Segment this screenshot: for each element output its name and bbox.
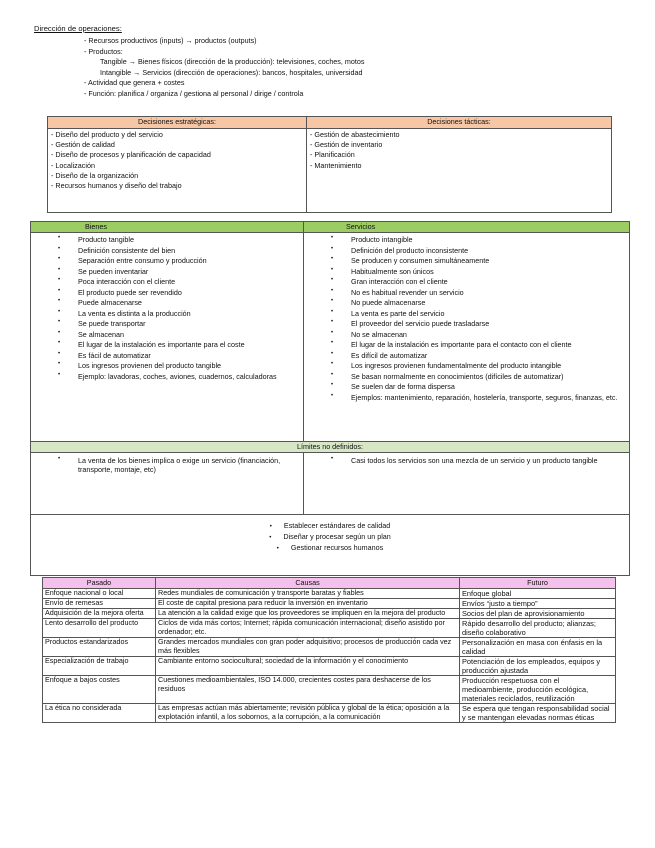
intro-line: - Productos: <box>84 46 123 56</box>
footer-item: • Diseñar y procesar según un plan <box>34 532 626 543</box>
footer-item: • Establecer estándares de calidad <box>34 521 626 532</box>
evolucion-body <box>43 589 616 723</box>
table-row <box>43 638 616 657</box>
tactica-item: - Mantenimiento <box>310 160 362 170</box>
evolucion-table <box>42 577 616 723</box>
page-title: Dirección de operaciones: <box>34 24 122 33</box>
futuro-cell: Producción respetuosa con el medioambiente, producción ecológica, materiales reciclados, reutilización <box>460 676 616 704</box>
estrategica-item: - Diseño del producto y del servicio <box>51 130 163 139</box>
bienes-servicios-table <box>30 221 630 576</box>
table-row <box>43 676 616 704</box>
bienes-item: • Los ingresos provienen del producto tangible <box>34 361 300 372</box>
servicios-item: • Es difícil de automatizar <box>307 351 626 362</box>
limites-bienes-cell <box>31 453 304 515</box>
limites-bienes-item: • La venta de los bienes implica o exige un servicio (financiación, transporte, montaje, etc) <box>34 456 300 474</box>
causas-cell: La atención a la calidad exige que los proveedores se impliquen en la mejora del producto <box>156 609 460 619</box>
servicios-item: • La venta es parte del servicio <box>307 309 626 320</box>
servicios-item: • El proveedor del servicio puede trasladarse <box>307 319 626 330</box>
futuro-cell: Envíos “justo a tiempo” <box>460 599 616 609</box>
servicios-item: • Se producen y consumen simultáneamente <box>307 256 626 267</box>
intro-line: - Función: planifica / organiza / gestiona al personal / dirige / controla <box>84 88 304 98</box>
causas-cell: Cuestiones medioambientales, ISO 14.000, crecientes costes para deshacerse de los residuos <box>156 676 460 704</box>
bienes-item: • Se puede transportar <box>34 319 300 330</box>
bienes-item: • Es fácil de automatizar <box>34 351 300 362</box>
causas-cell: Redes mundiales de comunicación y transporte baratas y fiables <box>156 589 460 599</box>
servicios-item: • Gran interacción con el cliente <box>307 277 626 288</box>
bienes-item: • La venta es distinta a la producción <box>34 309 300 320</box>
servicios-item: • Definición del producto inconsistente <box>307 246 626 257</box>
estrategica-item: - Gestión de calidad <box>51 140 115 150</box>
pasado-cell: Especialización de trabajo <box>43 657 156 676</box>
decisiones-estrategicas-header: Decisiones estratégicas: <box>48 117 307 129</box>
limites-servicios-item: • Casi todos los servicios son una mezcla de un servicio y un producto tangible <box>307 456 626 467</box>
pasado-cell: Adquisición de la mejora oferta <box>43 609 156 619</box>
table-row <box>43 619 616 638</box>
servicios-item: • No se almacenan <box>307 330 626 341</box>
pasado-header: Pasado <box>43 578 156 589</box>
causas-cell: Cambiante entorno sociocultural; sociedad de la información y el conocimiento <box>156 657 460 676</box>
bienes-item: • Separación entre consumo y producción <box>34 256 300 267</box>
bienes-item: • Puede almacenarse <box>34 298 300 309</box>
futuro-cell: Socios del plan de aprovisionamiento <box>460 609 616 619</box>
servicios-header: Servicios <box>304 222 630 233</box>
table-row <box>43 609 616 619</box>
bienes-item: • El producto puede ser revendido <box>34 288 300 299</box>
bienes-item: • Poca interacción con el cliente <box>34 277 300 288</box>
intro-line: - Actividad que genera + costes <box>84 78 185 87</box>
table-row <box>43 599 616 609</box>
servicios-item: • Se suelen dar de forma dispersa <box>307 382 626 393</box>
servicios-item: • Producto intangible <box>307 235 626 246</box>
causas-cell: El coste de capital presiona para reducir la inversión en inventario <box>156 599 460 609</box>
causas-cell: Grandes mercados mundiales con gran poder adquisitivo; procesos de producción cada vez más flexibles <box>156 638 460 657</box>
bienes-cell <box>31 233 304 442</box>
table-row <box>43 704 616 723</box>
pasado-cell: Productos estandarizados <box>43 638 156 657</box>
servicios-item: • No puede almacenarse <box>307 298 626 309</box>
bienes-item: • Se pueden inventariar <box>34 267 300 278</box>
estrategica-item: - Localización <box>51 160 95 170</box>
intro-sub-line: Tangible → Bienes físicos (dirección de la producción): televisiones, coches, motos <box>100 57 365 66</box>
pasado-cell: Enfoque nacional o local <box>43 589 156 599</box>
servicios-item: • Ejemplos: mantenimiento, reparación, hostelería, transporte, seguros, finanzas, etc. <box>307 393 626 404</box>
servicios-item: • Los ingresos provienen fundamentalmente del producto intangible <box>307 361 626 372</box>
bienes-header: Bienes <box>31 222 304 233</box>
intro-line: - Recursos productivos (inputs) → productos (outputs) <box>84 36 257 45</box>
servicios-item: • No es habitual revender un servicio <box>307 288 626 299</box>
futuro-cell: Potenciación de los empleados, equipos y producción ajustada <box>460 657 616 676</box>
table-row <box>43 657 616 676</box>
bienes-item: • Definición consistente del bien <box>34 246 300 257</box>
bienes-item: • Producto tangible <box>34 235 300 246</box>
limites-servicios-cell <box>304 453 630 515</box>
servicios-item: • El lugar de la instalación es importante para el contacto con el cliente <box>307 340 626 351</box>
bienes-servicios-footer <box>31 515 630 576</box>
causas-cell: Ciclos de vida más cortos; Internet; rápida comunicación internacional; diseño asistido por ordenador; etc. <box>156 619 460 638</box>
decisiones-table <box>47 116 612 213</box>
estrategica-item: - Diseño de la organización <box>51 170 139 180</box>
bienes-item: • Se almacenan <box>34 330 300 341</box>
pasado-cell: La ética no considerada <box>43 704 156 723</box>
bienes-item: • Ejemplo: lavadoras, coches, aviones, cuadernos, calculadoras <box>34 372 300 383</box>
decisiones-estrategicas-cell <box>48 129 307 213</box>
pasado-cell: Envío de remesas <box>43 599 156 609</box>
intro-sub-line: Intangible → Servicios (dirección de operaciones): bancos, hospitales, universidad <box>100 67 363 77</box>
futuro-cell: Personalización en masa con énfasis en la calidad <box>460 638 616 657</box>
table-row <box>43 589 616 599</box>
footer-item: • Gestionar recursos humanos <box>34 543 626 554</box>
causas-cell: Las empresas actúan más abiertamente; revisión pública y global de la ética; oposición a la explotación infantil, a los sobornos, a la corrupción, a la comunicación <box>156 704 460 723</box>
servicios-item: • Habitualmente son únicos <box>307 267 626 278</box>
pasado-cell: Lento desarrollo del producto <box>43 619 156 638</box>
bienes-item: • El lugar de la instalación es importante para el coste <box>34 340 300 351</box>
servicios-item: • Se basan normalmente en conocimientos (difíciles de automatizar) <box>307 372 626 383</box>
estrategica-item: - Recursos humanos y diseño del trabajo <box>51 180 182 190</box>
tactica-item: - Gestión de inventario <box>310 140 383 150</box>
limites-header: Límites no definidos: <box>31 442 630 453</box>
decisiones-tacticas-header: Decisiones tácticas: <box>307 117 612 129</box>
tactica-item: - Planificación <box>310 150 355 160</box>
bienes-list <box>34 235 300 382</box>
futuro-cell: Rápido desarrollo del producto; alianzas; diseño colaborativo <box>460 619 616 638</box>
estrategica-item: - Diseño de procesos y planificación de capacidad <box>51 150 211 160</box>
tactica-item: - Gestión de abastecimiento <box>310 130 400 139</box>
decisiones-tacticas-cell <box>307 129 612 213</box>
futuro-cell: Se espera que tengan responsabilidad social y se mantengan elevadas normas éticas <box>460 704 616 723</box>
pasado-cell: Enfoque a bajos costes <box>43 676 156 704</box>
servicios-cell <box>304 233 630 442</box>
causas-header: Causas <box>156 578 460 589</box>
futuro-header: Futuro <box>460 578 616 589</box>
servicios-list <box>307 235 626 403</box>
intro-list <box>84 36 364 99</box>
futuro-cell: Enfoque global <box>460 589 616 599</box>
